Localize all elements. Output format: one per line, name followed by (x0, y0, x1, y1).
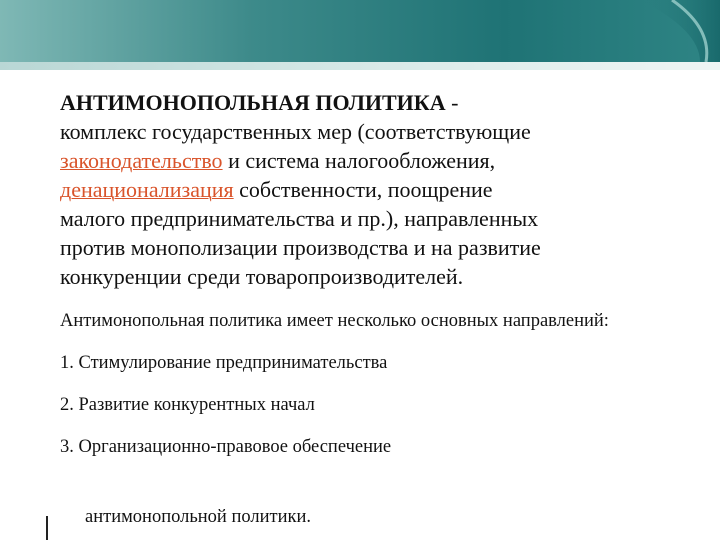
direction-item-3: 3. Организационно-правовое обеспечение (60, 437, 392, 457)
definition-line-2-tail: и система налогообложения, (222, 148, 496, 173)
definition-paragraph (60, 88, 660, 291)
slide-content (60, 88, 660, 459)
directions-intro: Антимонопольная политика имеет несколько основных направлений: (60, 311, 609, 331)
directions-list (60, 351, 660, 459)
definition-line-3-tail: собственности, поощрение (233, 177, 493, 202)
link-denationalization[interactable]: денационализация (60, 177, 234, 202)
direction-item-1: 1. Стимулирование предпринимательства (60, 353, 388, 373)
banner-swoosh-decoration (0, 0, 720, 62)
header-banner (0, 0, 720, 62)
definition-line-1: комплекс государственных мер (соответствующие (60, 119, 531, 144)
header-underline-stripe (0, 62, 720, 70)
definition-line-5: против монополизации производства и на развитие (60, 235, 541, 260)
definition-term: АНТИМОНОПОЛЬНАЯ ПОЛИТИКА (60, 90, 446, 115)
link-legislation[interactable]: законодательство (60, 148, 223, 173)
left-margin-bar (46, 516, 48, 540)
direction-item-2: 2. Развитие конкурентных начал (60, 395, 315, 415)
definition-dash: - (445, 90, 459, 115)
direction-item-3-continuation: антимонопольной политики. (85, 507, 311, 527)
definition-line-4: малого предпринимательства и пр.), направленных (60, 206, 539, 231)
definition-line-6: конкуренции среди товаропроизводителей. (60, 264, 464, 289)
